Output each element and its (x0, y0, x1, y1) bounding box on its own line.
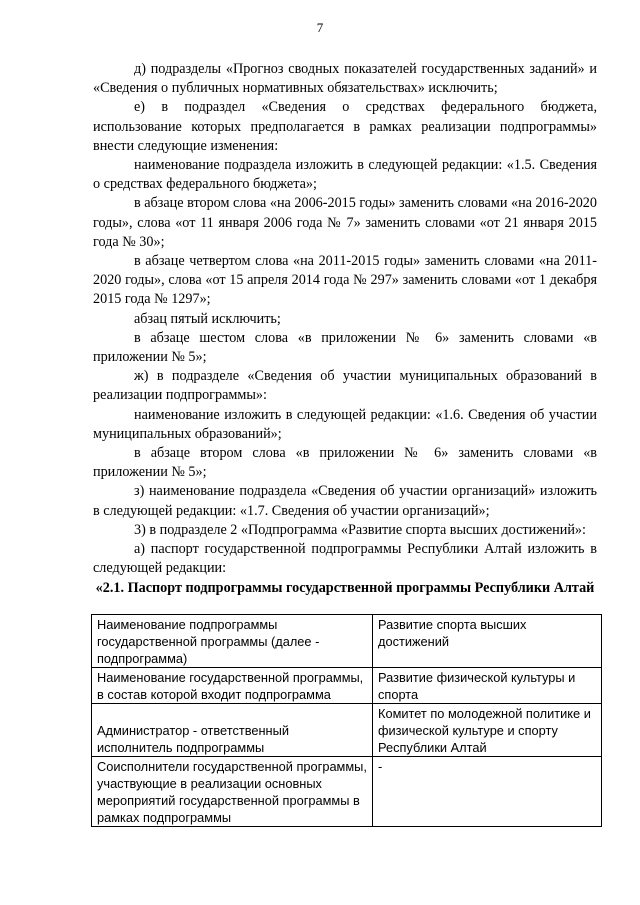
document-body (93, 60, 597, 578)
table-cell-label: Администратор - ответственный исполнитель подпрограммы (92, 704, 373, 757)
table-cell-value: - (373, 757, 602, 827)
paragraph-3: 3) в подразделе 2 «Подпрограмма «Развитие спорта высших достижений»: (134, 521, 586, 538)
table-cell-label: Наименование подпрограммы государственной программы (далее - подпрограмма) (92, 615, 373, 668)
page-number: 7 (316, 20, 324, 35)
paragraph-d: д) подразделы «Прогноз сводных показателей государственных заданий» и «Сведения о публичных нормативных обязательствах» исключить; (93, 61, 597, 97)
paragraph-zh-title: наименование изложить в следующей редакции: «1.6. Сведения об участии муниципальных образований»; (93, 406, 597, 442)
table-row (92, 757, 602, 827)
paragraph-3a: а) паспорт государственной подпрограммы Республики Алтай изложить в следующей редакции: (93, 541, 597, 577)
passport-table (91, 614, 602, 827)
paragraph-zh-abzac-2: в абзаце втором слова «в приложении № 6» заменить словами «в приложении № 5»; (93, 445, 597, 481)
paragraph-z: з) наименование подраздела «Сведения об участии организаций» изложить в следующей редакции: «1.7. Сведения об участии организаций»; (93, 483, 597, 519)
table-row (92, 668, 602, 704)
table-row (92, 704, 602, 757)
section-heading: «2.1. Паспорт подпрограммы государственной программы Республики Алтай (95, 580, 595, 596)
table-row (92, 615, 602, 668)
table-cell-value: Комитет по молодежной политике и физической культуре и спорту Республики Алтай (373, 704, 602, 757)
paragraph-zh: ж) в подразделе «Сведения об участии муниципальных образований в реализации подпрограммы»: (93, 368, 597, 404)
table-cell-value: Развитие физической культуры и спорта (373, 668, 602, 704)
paragraph-e-abzac-5: абзац пятый исключить; (134, 310, 281, 327)
paragraph-e-abzac-6: в абзаце шестом слова «в приложении № 6» заменить словами «в приложении № 5»; (93, 329, 597, 366)
paragraph-e-abzac-4: в абзаце четвертом слова «на 2011-2015 годы» заменить словами «на 2011-2020 годы», слова «от 15 апреля 2014 года № 297» заменить словами «от 1 декабря 2015 года № 1297»; (93, 253, 597, 308)
paragraph-e-title: наименование подраздела изложить в следующей редакции: «1.5. Сведения о средствах федерального бюджета»; (93, 157, 597, 193)
paragraph-e-abzac-2: в абзаце втором слова «на 2006-2015 годы» заменить словами «на 2016-2020 годы», слова «от 11 января 2006 года № 7» заменить словами «от 21 января 2015 года № 30»; (93, 195, 597, 250)
table-cell-label: Наименование государственной программы, в состав которой входит подпрограмма (92, 668, 373, 704)
paragraph-e: е) в подраздел «Сведения о средствах федерального бюджета, использование которых предполагается в рамках реализации подпрограммы» внести следующие изменения: (93, 99, 597, 154)
table-cell-value: Развитие спорта высших достижений (373, 615, 602, 668)
table-cell-label: Соисполнители государственной программы, участвующие в реализации основных мероприятий государственной программы в рамках подпрограммы (92, 757, 373, 827)
